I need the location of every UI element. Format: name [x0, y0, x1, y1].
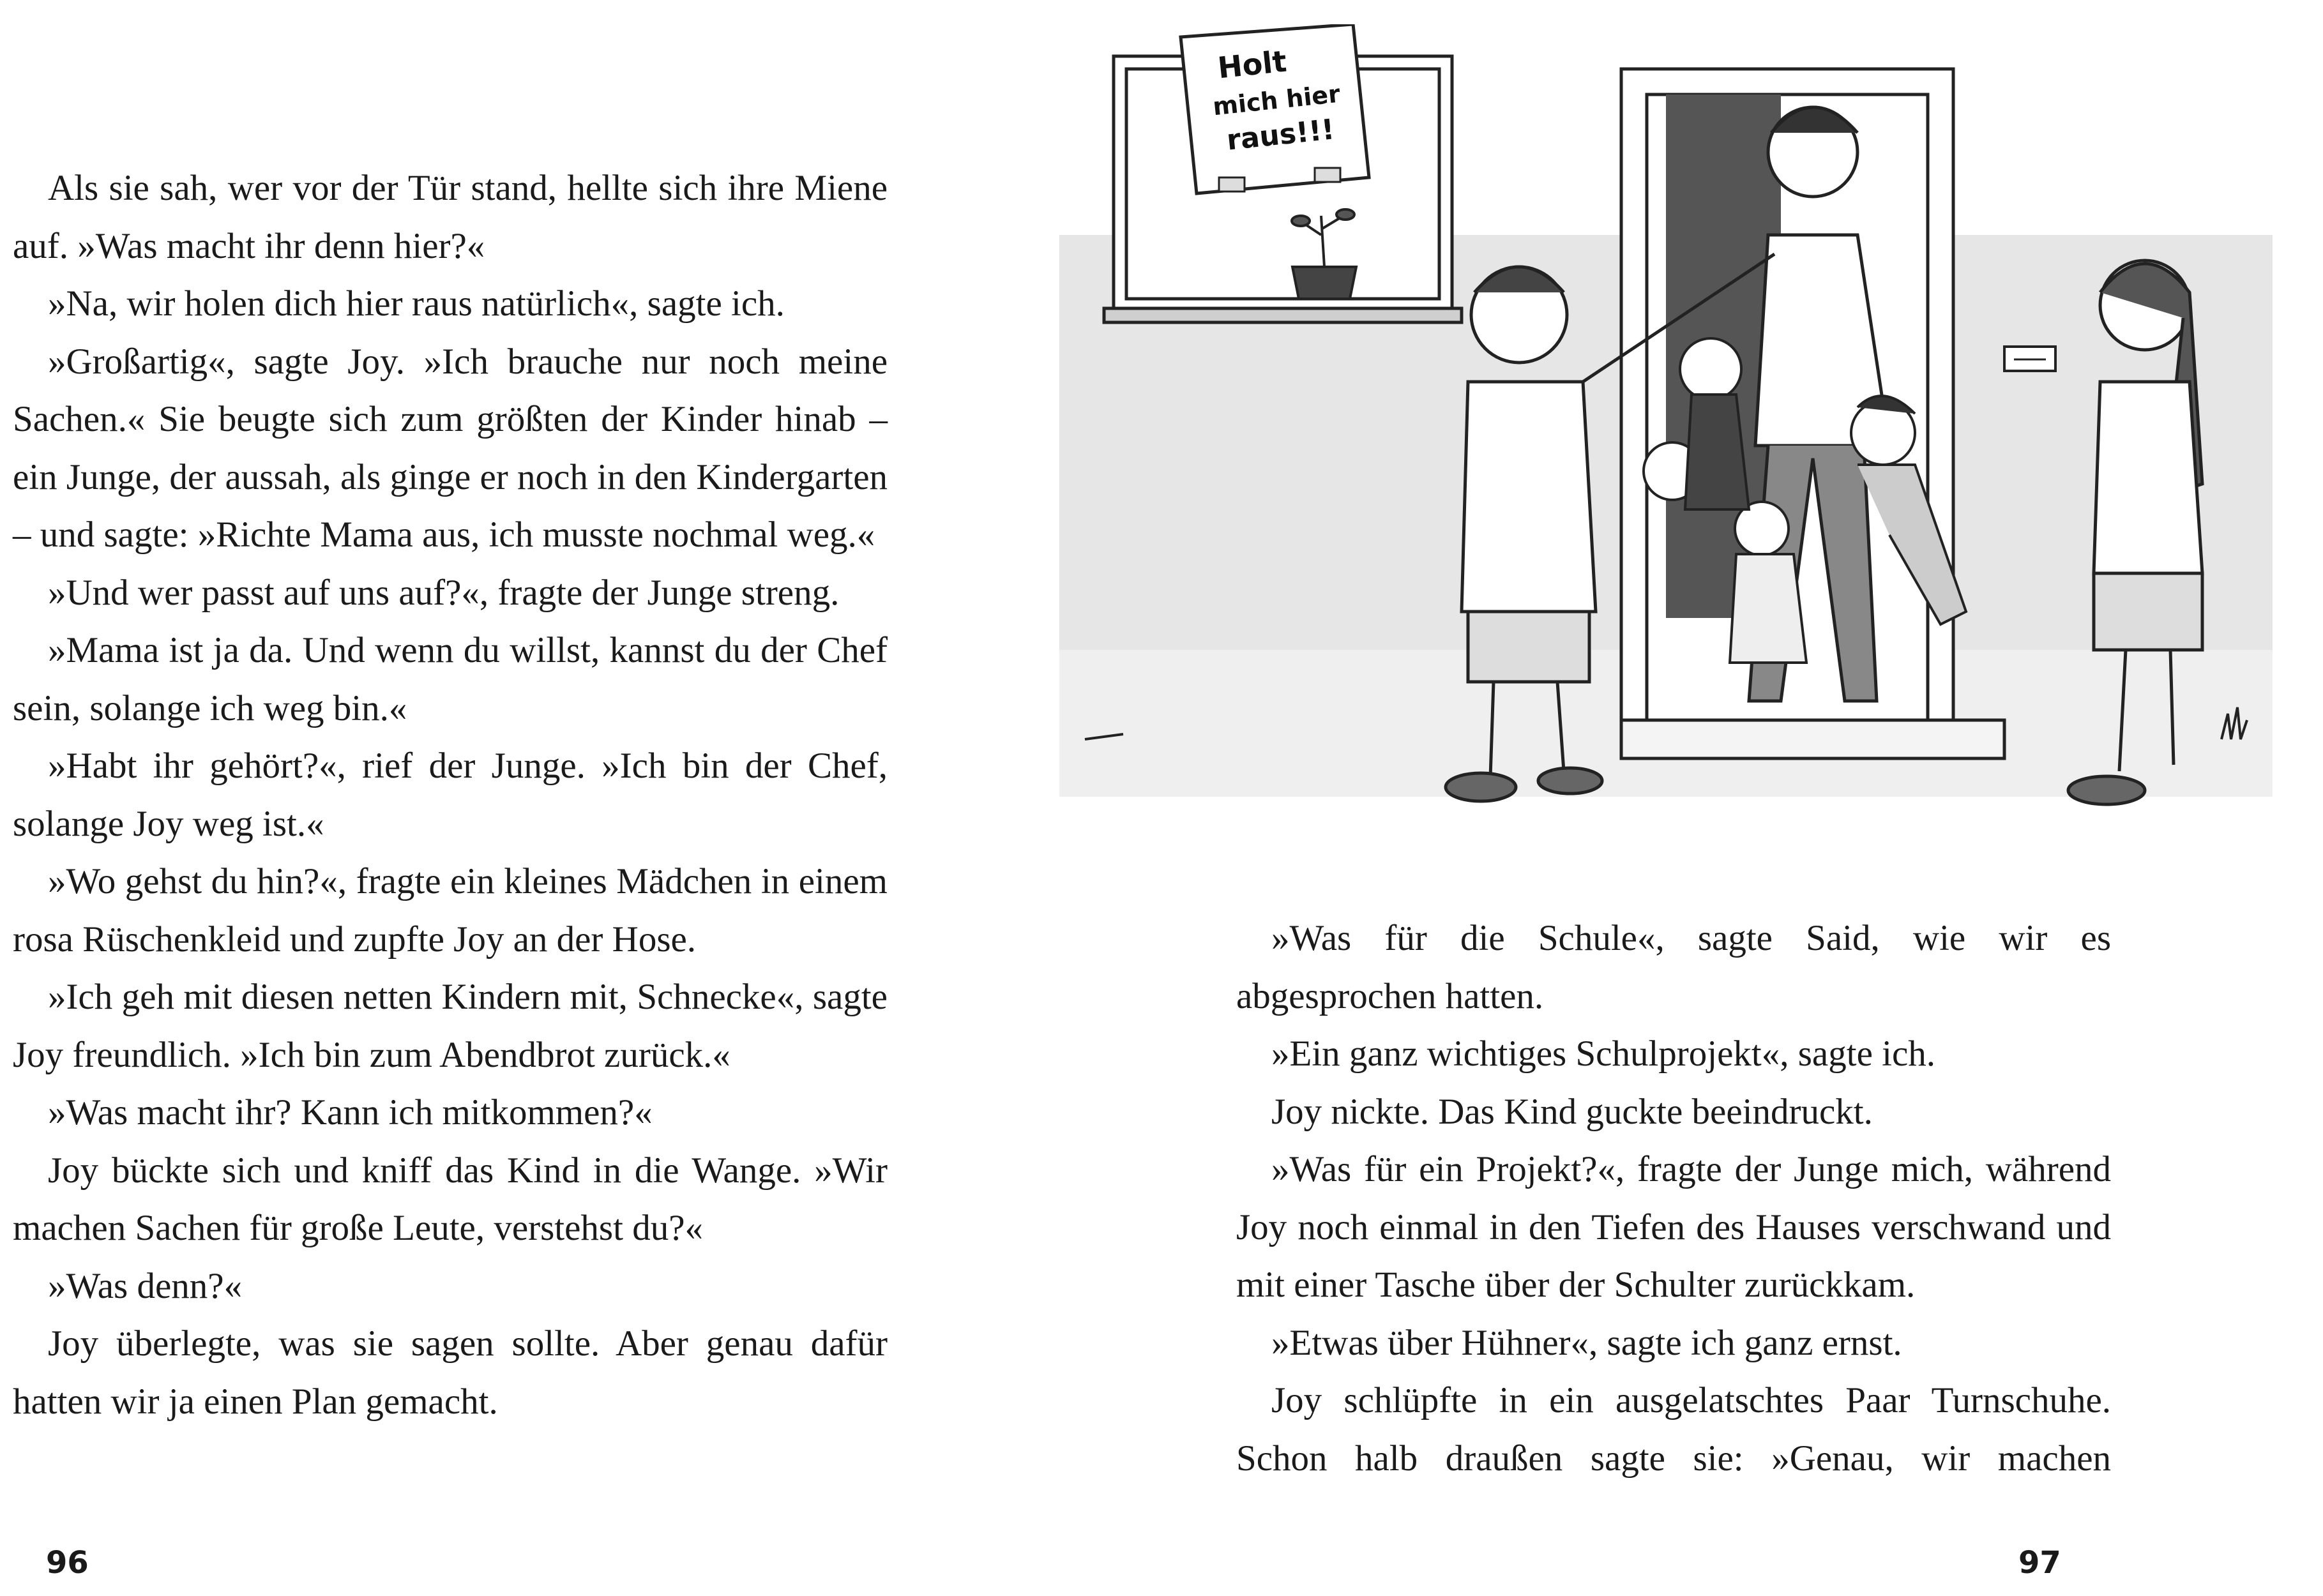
left-page-text — [13, 160, 888, 1431]
paragraph: »Habt ihr gehört?«, rief der Junge. »Ich bin der Chef, solange Joy weg ist.« — [13, 746, 888, 844]
illustration-door-scene — [1059, 24, 2273, 848]
paragraph: »Na, wir holen dich hier raus natürlich«, sagte ich. — [48, 283, 785, 324]
paragraph: »Was für die Schule«, sagte Said, wie wir es abgesprochen hatten. — [1236, 918, 2111, 1016]
paragraph: »Ein ganz wichtiges Schulprojekt«, sagte ich. — [1271, 1034, 1935, 1074]
page-number: 97 — [2018, 1545, 2061, 1581]
sign-text-mich-hier: mich hier — [1211, 79, 1342, 121]
paragraph: Joy nickte. Das Kind guckte beeindruckt. — [1271, 1091, 1873, 1132]
sign-text-holt: Holt — [1216, 43, 1289, 86]
paragraph: »Etwas über Hühner«, sagte ich ganz ernst. — [1271, 1322, 1902, 1363]
sign-text-raus: raus!!! — [1225, 113, 1336, 157]
paragraph: »Ich geh mit diesen netten Kindern mit, Schnecke«, sagte Joy freundlich. »Ich bin zum Abendbrot zurück.« — [13, 977, 888, 1075]
paragraph: Joy schlüpfte in ein ausgelatschtes Paar Turnschuhe. Schon halb draußen sagte sie: »Genau, wir machen — [1236, 1380, 2111, 1479]
doorbell-plate — [2004, 347, 2055, 371]
paragraph: Als sie sah, wer vor der Tür stand, hellte sich ihre Miene auf. »Was macht ihr denn hier?« — [13, 168, 888, 266]
paragraph: »Und wer passt auf uns auf?«, fragte der Junge streng. — [48, 572, 840, 613]
paragraph: »Was für ein Projekt?«, fragte der Junge mich, während Joy noch einmal in den Tiefen des Hauses verschwand und mit einer Tasche über der Schulter zurückkam. — [1236, 1149, 2111, 1305]
paragraph: »Was denn?« — [48, 1265, 243, 1306]
paragraph: Joy überlegte, was sie sagen sollte. Aber genau dafür hatten wir ja einen Plan gemacht. — [13, 1323, 888, 1422]
paragraph: »Mama ist ja da. Und wenn du willst, kannst du der Chef sein, solange ich weg bin.« — [13, 630, 888, 728]
page-number: 96 — [46, 1545, 89, 1581]
paragraph: »Wo gehst du hin?«, fragte ein kleines Mädchen in einem rosa Rüschenkleid und zupfte Joy an der Hose. — [13, 861, 888, 960]
right-page — [1162, 0, 2323, 1596]
right-page-text — [1236, 910, 2111, 1487]
paragraph: Joy bückte sich und kniff das Kind in die Wange. »Wir machen Sachen für große Leute, verstehst du?« — [13, 1150, 888, 1248]
paragraph: »Großartig«, sagte Joy. »Ich brauche nur noch meine Sachen.« Sie beugte sich zum größten der Kinder hinab – ein Junge, der aussah, als ginge er noch in den Kindergarten – und sagte: »Richte Mama aus, ich musste nochmal weg.« — [13, 341, 888, 555]
paragraph: »Was macht ihr? Kann ich mitkommen?« — [48, 1092, 653, 1133]
